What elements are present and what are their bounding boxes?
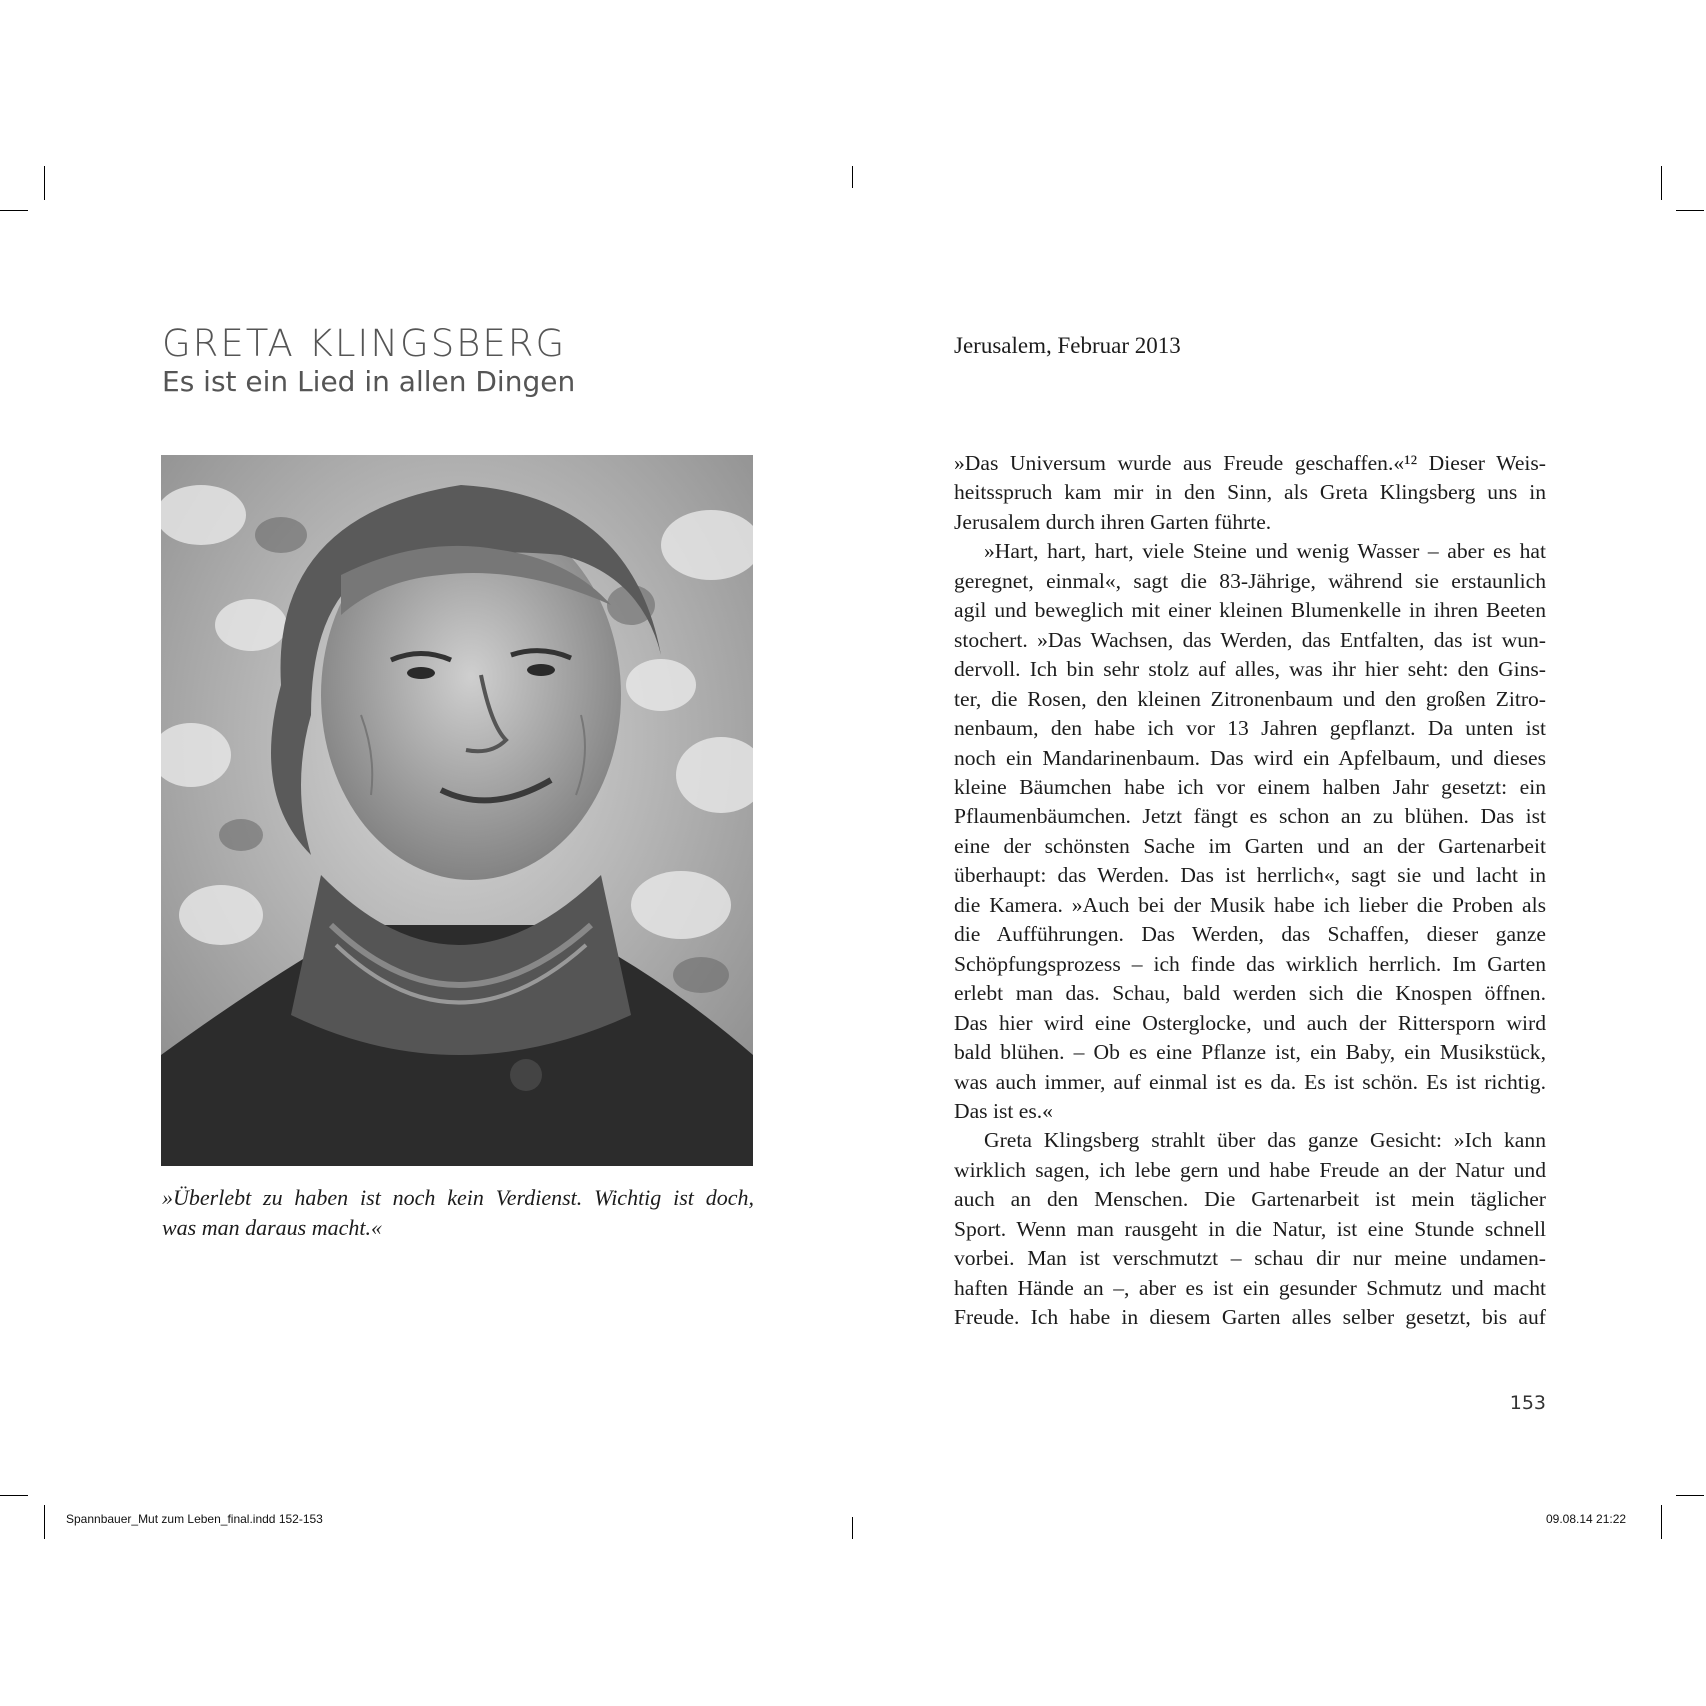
text-line: geregnet, einmal«, sagt die 83-Jährige, während sie erstaunlich: [954, 568, 1546, 593]
crop-mark: [852, 166, 853, 188]
portrait-photo: [161, 455, 753, 1166]
crop-mark: [44, 166, 45, 200]
text-line: Greta Klingsberg strahlt über das ganze Gesicht: »Ich kann: [984, 1128, 1546, 1153]
text-line: wirklich sagen, ich lebe gern und habe Freude an der Natur und: [954, 1157, 1546, 1182]
text-line: »Hart, hart, hart, viele Steine und wenig Wasser – aber es hat: [984, 539, 1546, 564]
text-line: Pflaumenbäumchen. Jetzt fängt es schon an zu blühen. Das ist: [954, 804, 1546, 829]
text-line: Jerusalem durch ihren Garten führte.: [954, 509, 1272, 534]
chapter-subtitle: Es ist ein Lied in allen Dingen: [162, 365, 576, 398]
text-line: die Kamera. »Auch bei der Musik habe ich lieber die Proben als: [954, 892, 1546, 917]
location-date: Jerusalem, Februar 2013: [954, 333, 1181, 358]
text-line: »Das Universum wurde aus Freude geschaffen.«¹² Dieser Weis-: [954, 451, 1546, 475]
text-line: ter, die Rosen, den kleinen Zitronenbaum und den großen Zitro-: [954, 686, 1546, 711]
text-line: eine der schönsten Sache im Garten und an der Gartenarbeit: [954, 833, 1546, 858]
slug-filename: Spannbauer_Mut zum Leben_final.indd 152-153: [66, 1512, 323, 1526]
crop-mark: [1676, 1495, 1704, 1496]
text-line: heitsspruch kam mir in den Sinn, als Greta Klingsberg uns in: [954, 480, 1546, 505]
text-line: Schöpfungsprozess – ich finde das wirklich herrlich. Im Garten: [954, 951, 1546, 976]
text-line: was auch immer, auf einmal ist es da. Es ist schön. Es ist richtig.: [954, 1069, 1546, 1094]
text-line: kleine Bäumchen habe ich vor einem halben Jahr gesetzt: ein: [954, 774, 1546, 799]
text-line: erlebt man das. Schau, bald werden sich die Knospen öffnen.: [954, 981, 1546, 1006]
text-line: bald blühen. – Ob es eine Pflanze ist, ein Baby, ein Musikstück,: [954, 1040, 1546, 1065]
crop-mark: [0, 1495, 28, 1496]
portrait-illustration: [161, 455, 753, 1166]
text-line: Freude. Ich habe in diesem Garten alles selber gesetzt, bis auf: [954, 1305, 1546, 1330]
text-line: stochert. »Das Wachsen, das Werden, das Entfalten, das ist wun-: [954, 627, 1546, 652]
text-line: Das hier wird eine Osterglocke, und auch der Rittersporn wird: [954, 1010, 1546, 1035]
text-line: nenbaum, den habe ich vor 13 Jahren gepflanzt. Da unten ist: [954, 716, 1546, 741]
text-line: überhaupt: das Werden. Das ist herrlich«, sagt sie und lacht in: [954, 863, 1546, 888]
body-text: [954, 449, 1546, 1333]
crop-mark: [0, 210, 28, 211]
crop-mark: [1661, 166, 1662, 200]
text-line: dervoll. Ich bin sehr stolz auf alles, was ihr hier seht: den Gins-: [954, 657, 1546, 682]
caption-line: »Überlebt zu haben ist noch kein Verdienst. Wichtig ist doch,: [162, 1185, 754, 1210]
photo-caption: [162, 1183, 754, 1243]
crop-mark: [44, 1505, 45, 1539]
text-line: haften Hände an –, aber es ist ein gesunder Schmutz und macht: [954, 1275, 1546, 1300]
text-line: vorbei. Man ist verschmutzt – schau dir nur meine undamen-: [954, 1246, 1546, 1271]
text-line: auch an den Menschen. Die Gartenarbeit ist mein täglicher: [954, 1187, 1546, 1212]
crop-mark: [852, 1517, 853, 1539]
text-line: Das ist es.«: [954, 1098, 1053, 1123]
text-line: die Aufführungen. Das Werden, das Schaffen, dieser ganze: [954, 922, 1546, 947]
text-line: agil und beweglich mit einer kleinen Blumenkelle in ihren Beeten: [954, 598, 1546, 623]
crop-mark: [1661, 1505, 1662, 1539]
chapter-title: GRETA KLINGSBERG: [162, 322, 567, 365]
page-number: 153: [1509, 1392, 1546, 1414]
text-line: Sport. Wenn man rausgeht in die Natur, ist eine Stunde schnell: [954, 1216, 1546, 1241]
caption-line: was man daraus macht.«: [162, 1215, 383, 1240]
crop-mark: [1676, 210, 1704, 211]
slug-datetime: 09.08.14 21:22: [1546, 1512, 1627, 1526]
text-line: noch ein Mandarinenbaum. Das wird ein Apfelbaum, und dieses: [954, 745, 1546, 770]
